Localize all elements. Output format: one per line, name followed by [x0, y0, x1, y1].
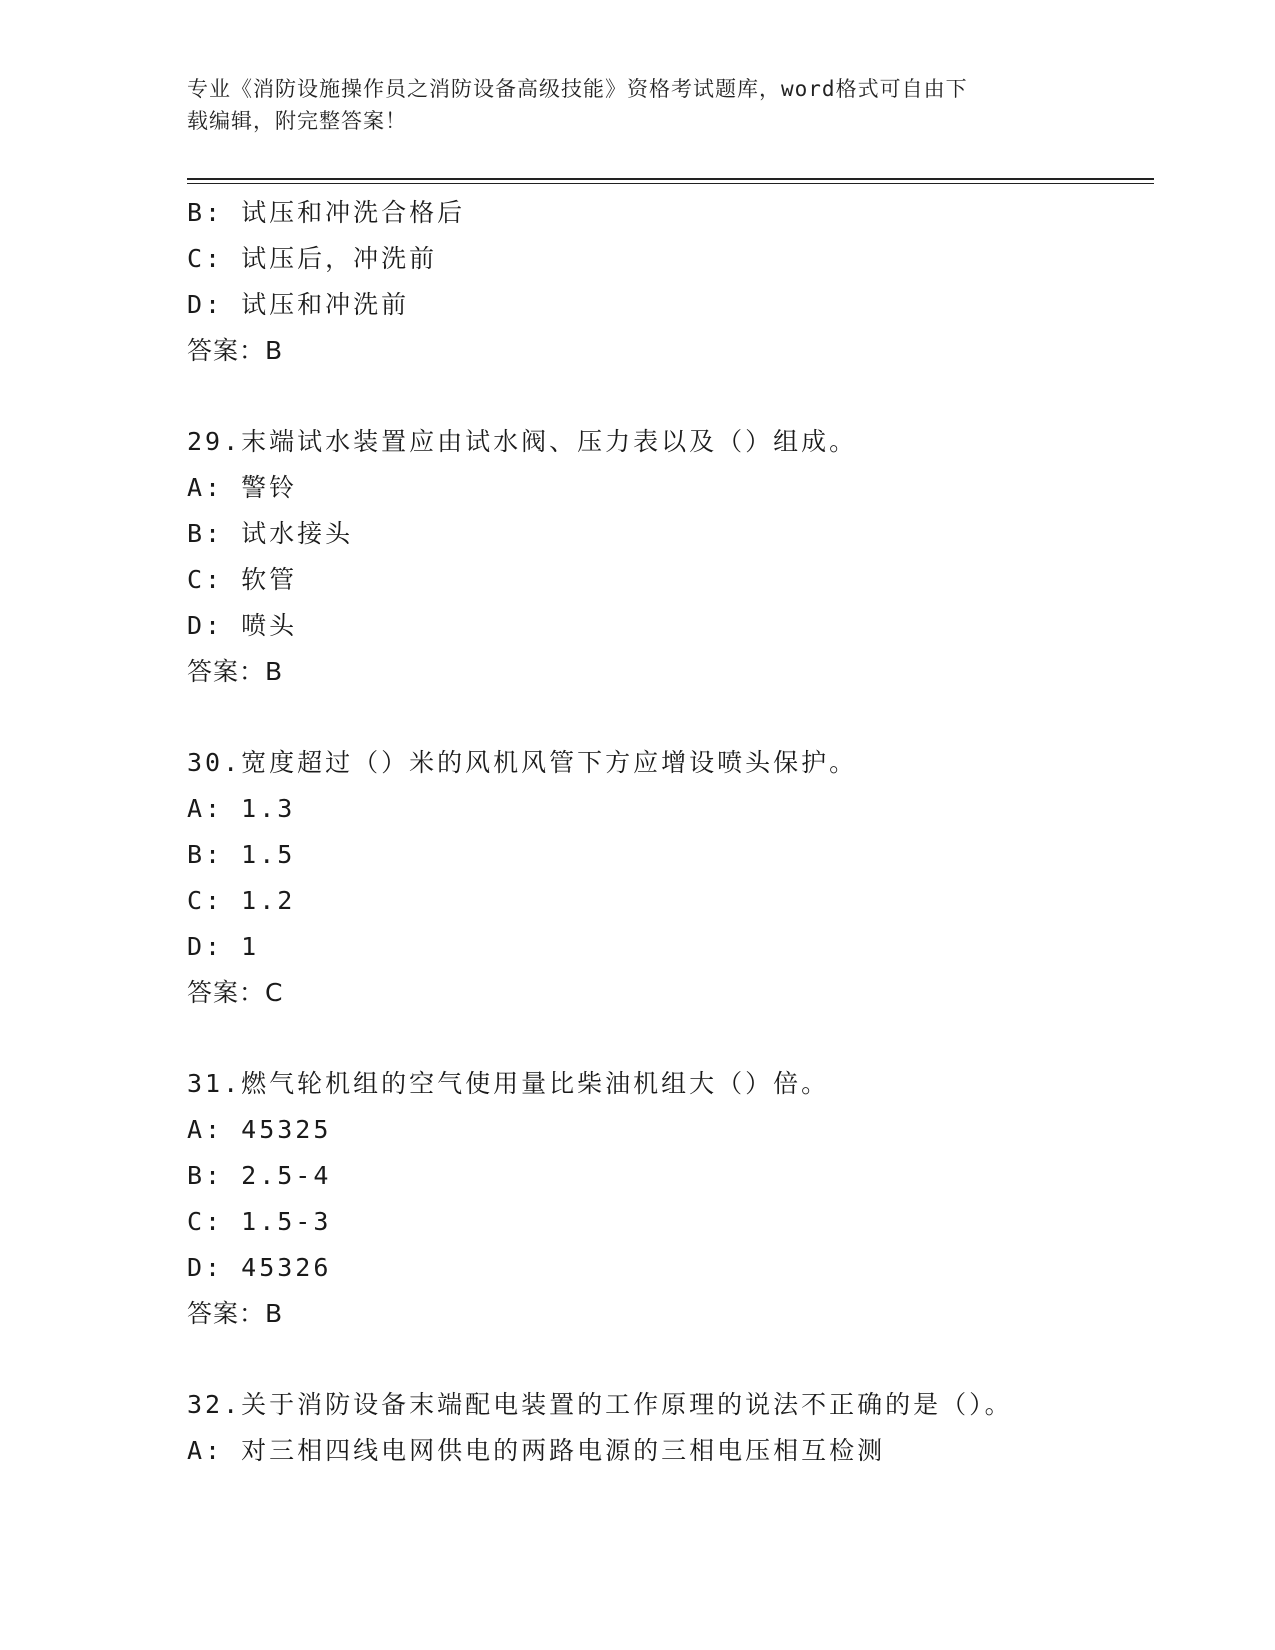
option-c: C: 软管 — [187, 565, 298, 594]
question-block-31 — [187, 1061, 1147, 1337]
question-stem: 32.关于消防设备末端配电装置的工作原理的说法不正确的是（）。 — [187, 1390, 1013, 1419]
header-divider-thick — [187, 178, 1154, 180]
answer-text: 答案：B — [187, 1299, 284, 1328]
option-c: C: 试压后，冲洗前 — [187, 244, 438, 273]
question-stem: 31.燃气轮机组的空气使用量比柴油机组大（）倍。 — [187, 1069, 830, 1098]
document-header — [187, 73, 1067, 137]
question-stem: 29.末端试水装置应由试水阀、压力表以及（）组成。 — [187, 427, 858, 456]
header-line-2: 载编辑，附完整答案！ — [187, 109, 407, 133]
option-b: B: 2.5-4 — [187, 1161, 332, 1190]
option-b: B: 试水接头 — [187, 519, 354, 548]
header-divider-thin — [187, 183, 1154, 184]
option-d: D: 喷头 — [187, 611, 298, 640]
option-d: D: 45326 — [187, 1253, 332, 1282]
question-list — [187, 190, 1147, 1474]
question-block-30 — [187, 740, 1147, 1016]
option-d: D: 1 — [187, 932, 260, 961]
question-block-29 — [187, 419, 1147, 695]
option-d: D: 试压和冲洗前 — [187, 290, 410, 319]
option-c: C: 1.2 — [187, 886, 296, 915]
answer-text: 答案：B — [187, 657, 284, 686]
question-stem: 30.宽度超过（）米的风机风管下方应增设喷头保护。 — [187, 748, 858, 777]
option-c: C: 1.5-3 — [187, 1207, 332, 1236]
option-a: A: 对三相四线电网供电的两路电源的三相电压相互检测 — [187, 1436, 886, 1465]
answer-text: 答案：C — [187, 978, 284, 1007]
question-block-28 — [187, 190, 1147, 374]
option-b: B: 试压和冲洗合格后 — [187, 198, 466, 227]
option-a: A: 1.3 — [187, 794, 296, 823]
header-line-1: 专业《消防设施操作员之消防设备高级技能》资格考试题库，word格式可自由下 — [187, 77, 968, 101]
option-a: A: 警铃 — [187, 473, 298, 502]
answer-text: 答案：B — [187, 336, 284, 365]
option-a: A: 45325 — [187, 1115, 332, 1144]
question-block-32 — [187, 1382, 1147, 1474]
option-b: B: 1.5 — [187, 840, 296, 869]
